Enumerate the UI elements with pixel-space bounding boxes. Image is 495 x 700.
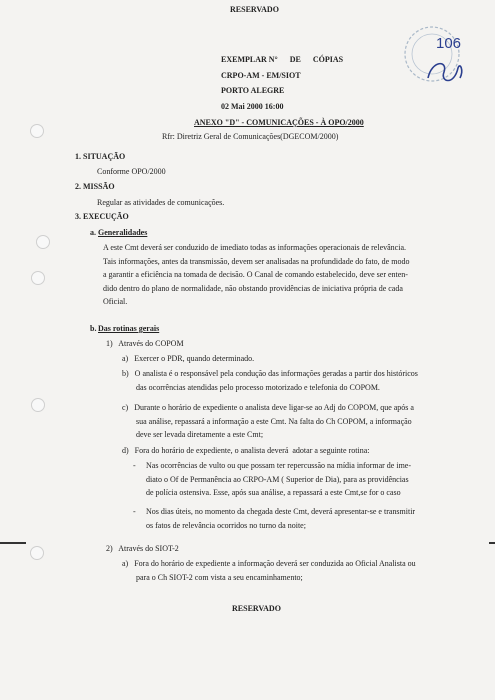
subsection-a-title: Generalidades [98, 228, 148, 237]
item-siot2-a [122, 557, 452, 584]
bullet-dash: - [133, 461, 136, 470]
paragraph-line: A este Cmt deverá ser conduzido de imediato todas as informações operacionais de relevância. [103, 243, 406, 252]
footer-classification: RESERVADO [232, 604, 281, 613]
document-title: ANEXO "D" - COMUNICAÇÕES - À OPO/2000 [194, 118, 364, 127]
punch-hole [31, 398, 45, 412]
paragraph-line: deve ser levada diretamente a este Cmt; [136, 430, 264, 440]
paragraph-line: c) Durante o horário de expediente o analista deve ligar-se ao Adj do COPOM, que após a [122, 403, 414, 412]
city-line: PORTO ALEGRE [221, 86, 285, 95]
datetime-line: 02 Mai 2000 16:00 [221, 102, 284, 111]
bullet-item [146, 459, 452, 500]
paragraph-line: para o Ch SIOT-2 com vista a seu encaminhamento; [136, 572, 303, 582]
copy-number-line: EXEMPLAR N° DE CÓPIAS [221, 55, 344, 64]
punch-hole [36, 235, 50, 249]
paragraph-line: das ocorrências atendidas pelo processo motorizado e telefonia do COPOM. [136, 382, 380, 392]
protocol-stamp [398, 20, 478, 92]
punch-hole [30, 124, 44, 138]
item-copom-c [122, 401, 452, 442]
paragraph-line: a garantir a eficiência na tomada de decisão. O Canal de comando estabelecido, deve ser enten- [103, 270, 408, 280]
header-classification: RESERVADO [230, 5, 279, 14]
item-copom: 1) Através do COPOM [106, 339, 184, 348]
paragraph-line: Nos dias úteis, no momento da chegada deste Cmt, deverá apresentar-se e transmitir [146, 507, 416, 516]
subsection-a-label: a. [90, 228, 96, 237]
paragraph-line: de polícia ostensiva. Esse, após sua análise, a repassará a este Cmt,se for o caso [146, 488, 401, 498]
subsection-b-title: Das rotinas gerais [98, 324, 160, 333]
bullet-item [146, 505, 452, 532]
paragraph-line: a) Fora do horário de expediente a informação deverá ser conduzida ao Oficial Analista ou [122, 559, 416, 568]
item-copom-d: d) Fora do horário de expediente, o analista deverá adotar a seguinte rotina: [122, 446, 370, 455]
section-execucao-heading: 3. EXECUÇÃO [75, 212, 129, 221]
section-situacao-text: Conforme OPO/2000 [97, 167, 166, 176]
paragraph-line: Nas ocorrências de vulto ou que possam ter repercussão na mídia informar de ime- [146, 461, 412, 470]
reference-line: Rfr: Diretriz Geral de Comunicações(DGECOM/2000) [162, 132, 339, 141]
paragraph-line: diato o Of de Permanência ao CRPO-AM ( Superior de Dia), para as providências [146, 474, 409, 484]
section-situacao-heading: 1. SITUAÇÃO [75, 152, 126, 161]
paragraph-line: Oficial. [103, 297, 128, 307]
punch-hole [30, 546, 44, 560]
section-missao-text: Regular as atividades de comunicações. [97, 198, 225, 207]
paragraph-line: Tais informações, antes da transmissão, devem ser analisadas na profundidade do fato, de modo [103, 256, 410, 266]
item-copom-b [122, 367, 452, 394]
stamp-number: 106 [436, 35, 462, 52]
paragraph-line: os fatos de relevância ocorridos no turno da noite; [146, 520, 306, 530]
section-missao-heading: 2. MISSÃO [75, 182, 115, 191]
paragraph-line: sua análise, repassará a informação a este Cmt. Na falta do Ch COPOM, a informação [136, 416, 412, 426]
unit-line: CRPO-AM - EM/SIOT [221, 71, 301, 80]
paragraph-line: dido dentro do plano de normalidade, não obstando providências de iniciativa própria de cada [103, 283, 403, 293]
scan-edge-mark [489, 542, 495, 544]
generalidades-paragraph [103, 241, 448, 309]
subsection-b-label: b. [90, 324, 97, 333]
item-siot2: 2) Através do SIOT-2 [106, 544, 179, 553]
scan-edge-mark [0, 542, 26, 544]
item-copom-a: a) Exercer o PDR, quando determinado. [122, 354, 255, 363]
paragraph-line: b) O analista é o responsável pela condução das informações geradas a partir dos históricos [122, 369, 418, 378]
bullet-dash: - [133, 507, 136, 516]
punch-hole [31, 271, 45, 285]
